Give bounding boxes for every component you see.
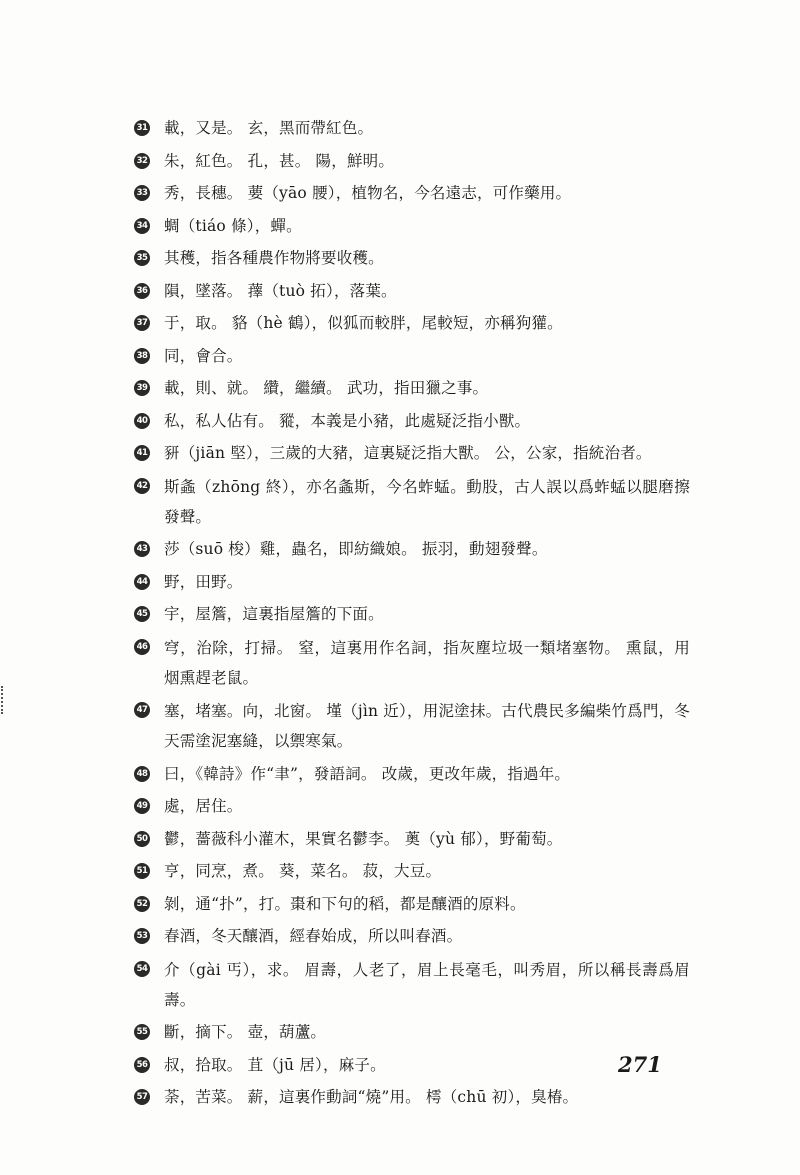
note-text: 蜩（tiáo 條），蟬。 (164, 216, 302, 235)
note-text: 亨，同烹，煮。 葵，菜名。 菽，大豆。 (164, 862, 442, 880)
annotation-list (130, 114, 690, 1116)
note-text: 斯螽（zhōng 終），亦名螽斯，今名蚱蜢。動股，古人誤以爲蚱蜢以腿磨擦發聲。 (164, 477, 690, 526)
note-text: 處，居住。 (164, 797, 243, 815)
note-number: 53 (134, 928, 150, 944)
list-item (130, 244, 690, 273)
note-number: 31 (134, 120, 150, 136)
note-text: 豜（jiān 堅），三歲的大豬，這裏疑泛指大獸。 公，公家，指統治者。 (164, 444, 652, 462)
list-item (130, 633, 690, 693)
list-item (130, 568, 690, 597)
list-item (130, 1018, 690, 1047)
list-item (130, 179, 690, 208)
note-number: 57 (134, 1089, 150, 1105)
list-item (130, 374, 690, 403)
note-number: 35 (134, 250, 150, 266)
note-number: 41 (134, 445, 150, 461)
note-text: 荼，苦菜。 薪，這裏作動詞“燒”用。 樗（chū 初），臭椿。 (164, 1088, 579, 1106)
list-item (130, 309, 690, 338)
note-text: 曰，《韓詩》作“聿”，發語詞。 改歲，更改年歲，指過年。 (164, 764, 571, 783)
page-number: 271 (618, 1052, 662, 1077)
note-text: 載，又是。 玄，黑而帶紅色。 (164, 119, 374, 137)
list-item (130, 1083, 690, 1112)
note-number: 54 (134, 961, 150, 977)
list-item (130, 212, 690, 241)
note-number: 36 (134, 283, 150, 299)
note-text: 其穫，指各種農作物將要收穫。 (164, 249, 384, 267)
list-item (130, 277, 690, 306)
note-number: 34 (134, 218, 150, 234)
note-number: 51 (134, 863, 150, 879)
note-text: 鬱，薔薇科小灌木，果實名鬱李。 薁（yù 郁），野葡萄。 (164, 829, 563, 848)
note-number: 56 (134, 1057, 150, 1073)
note-text: 私，私人佔有。 豵，本義是小豬，此處疑泛指小獸。 (164, 411, 531, 430)
note-number: 47 (134, 702, 150, 718)
note-number: 52 (134, 896, 150, 912)
note-text: 朱，紅色。 孔，甚。 陽，鮮明。 (164, 151, 395, 170)
note-number: 45 (134, 606, 150, 622)
list-item (130, 955, 690, 1015)
list-item (130, 535, 690, 564)
margin-mark (1, 686, 6, 714)
list-item (130, 890, 690, 919)
note-number: 40 (134, 413, 150, 429)
note-number: 32 (134, 153, 150, 169)
list-item (130, 342, 690, 371)
note-number: 49 (134, 798, 150, 814)
list-item (130, 600, 690, 629)
note-text: 介（gài 丐），求。 眉壽，人老了，眉上長毫毛，叫秀眉，所以稱長壽爲眉壽。 (164, 960, 690, 1009)
note-text: 載，則、就。 纘，繼續。 武功，指田獵之事。 (164, 379, 489, 397)
note-text: 秀，長穗。 葽（yāo 腰），植物名，今名遠志，可作藥用。 (164, 184, 572, 202)
list-item (130, 1051, 690, 1080)
list-item (130, 696, 690, 756)
list-item (130, 857, 690, 886)
list-item (130, 407, 690, 436)
list-item (130, 147, 690, 176)
note-number: 39 (134, 380, 150, 396)
note-text: 斷，摘下。 壺，葫蘆。 (164, 1023, 327, 1041)
note-number: 37 (134, 315, 150, 331)
note-number: 43 (134, 541, 150, 557)
note-number: 48 (134, 766, 150, 782)
note-text: 宇，屋簷，這裏指屋簷的下面。 (164, 605, 384, 623)
note-text: 野，田野。 (164, 572, 243, 591)
list-item (130, 472, 690, 532)
list-item (130, 760, 690, 789)
note-text: 同，會合。 (164, 346, 243, 365)
note-number: 42 (134, 478, 150, 494)
note-text: 叔，拾取。 苴（jū 居），麻子。 (164, 1055, 386, 1074)
list-item (130, 825, 690, 854)
list-item (130, 439, 690, 468)
note-text: 剝，通“扑”，打。棗和下句的稻，都是釀酒的原料。 (164, 894, 526, 913)
note-text: 于，取。 貉（hè 鶴），似狐而較胖，尾較短，亦稱狗獾。 (164, 314, 563, 332)
note-number: 55 (134, 1024, 150, 1040)
note-text: 隕，墜落。 蘀（tuò 拓），落葉。 (164, 281, 397, 300)
list-item (130, 792, 690, 821)
note-text: 莎（suō 梭）雞，蟲名，即紡織娘。 振羽，動翅發聲。 (164, 540, 548, 558)
list-item (130, 922, 690, 951)
list-item (130, 114, 690, 143)
note-text: 春酒，冬天釀酒，經春始成，所以叫春酒。 (164, 927, 463, 945)
note-text: 穹，治除，打掃。 窒，這裏用作名詞，指灰塵垃圾一類堵塞物。 熏鼠，用烟熏趕老鼠。 (164, 638, 690, 687)
note-number: 44 (134, 574, 150, 590)
note-text: 塞，堵塞。向，北窗。 墐（jìn 近），用泥塗抹。古代農民多編柴竹爲門，冬天需塗泥塞縫，以禦寒氣。 (164, 702, 690, 750)
note-number: 33 (134, 185, 150, 201)
note-number: 50 (134, 831, 150, 847)
note-number: 38 (134, 348, 150, 364)
note-number: 46 (134, 639, 150, 655)
